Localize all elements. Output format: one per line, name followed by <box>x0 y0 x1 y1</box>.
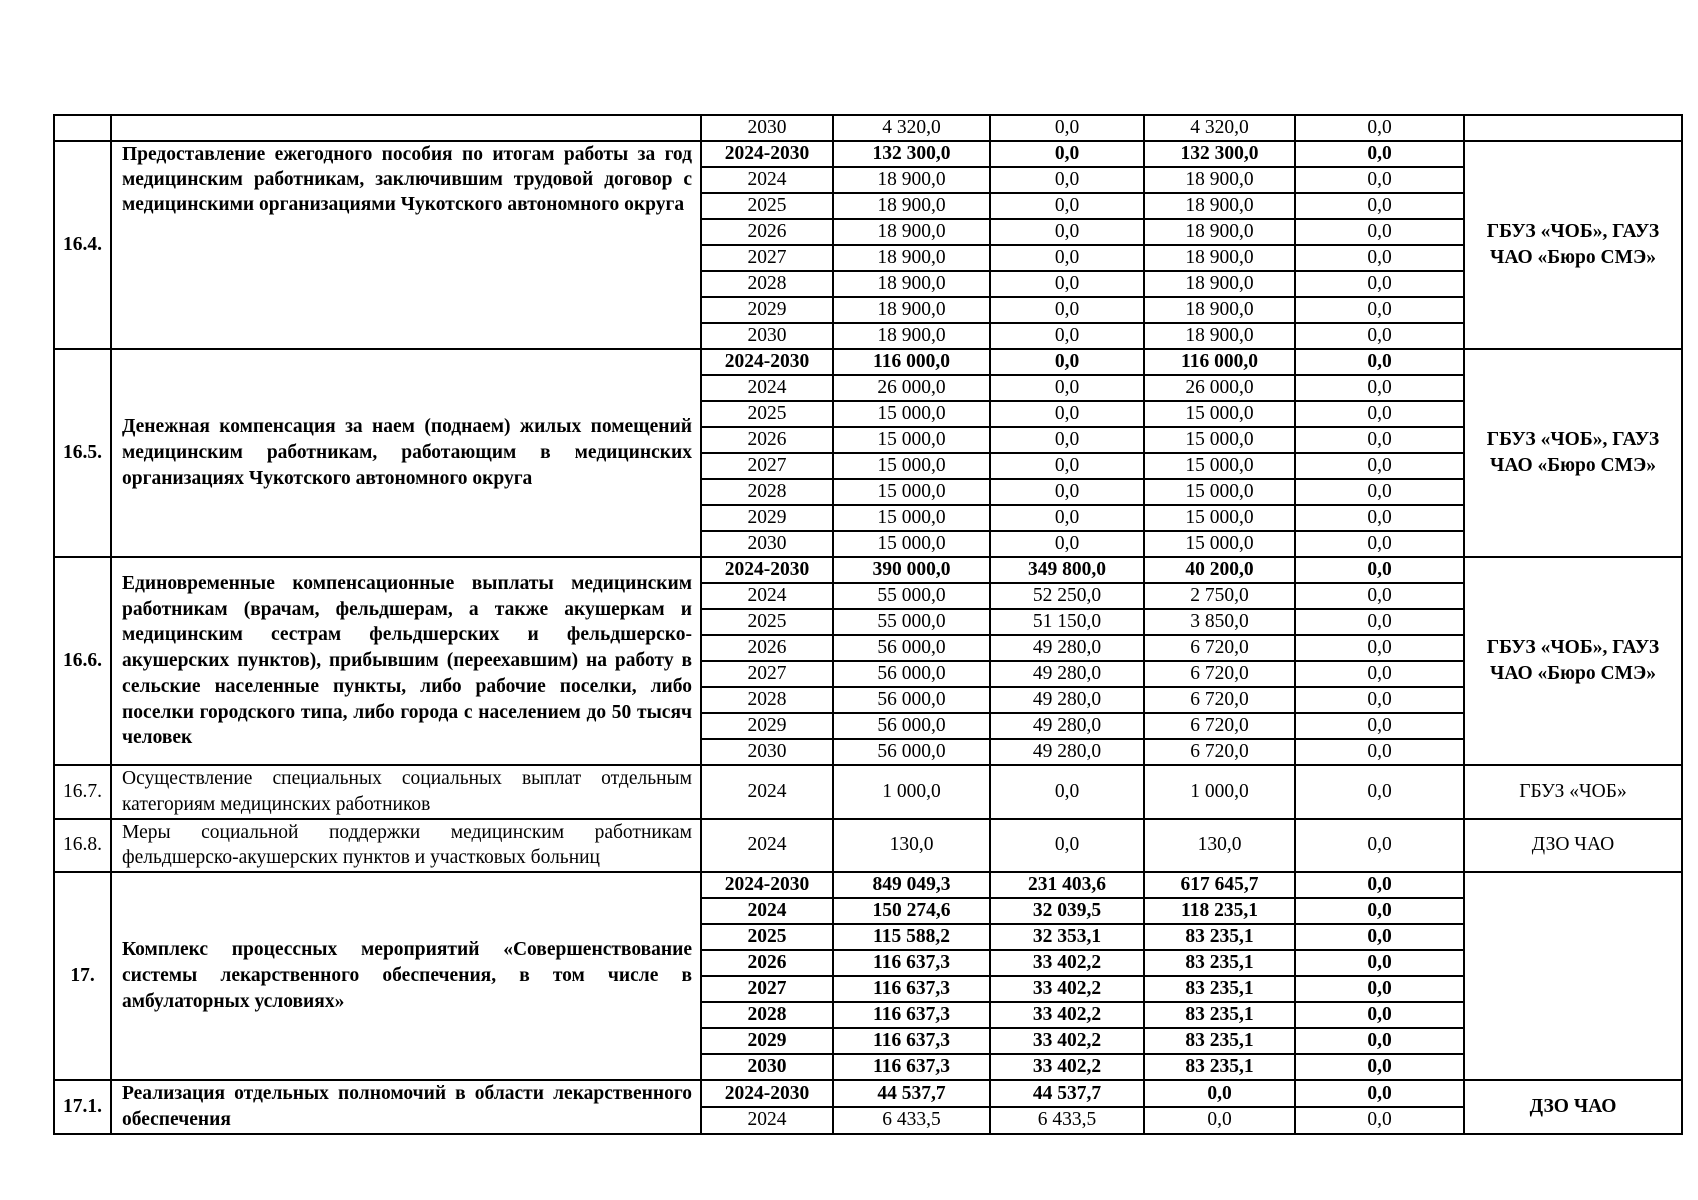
year-cell: 2025 <box>701 193 833 219</box>
year-cell: 2027 <box>701 976 833 1002</box>
other-sources-cell: 0,0 <box>1295 609 1464 635</box>
total-cell: 115 588,2 <box>833 924 990 950</box>
federal-budget-cell: 33 402,2 <box>990 1002 1144 1028</box>
federal-budget-cell: 0,0 <box>990 765 1144 819</box>
description-cell: Денежная компенсация за наем (поднаем) жилых помещений медицинским работникам, работающим в медицинских организациях Чукотского автономного округа <box>111 349 701 557</box>
description-cell: Комплекс процессных мероприятий «Совершенствование системы лекарственного обеспечения, в том числе в амбулаторных условиях» <box>111 872 701 1080</box>
regional-budget-cell: 1 000,0 <box>1144 765 1295 819</box>
regional-budget-cell: 0,0 <box>1144 1107 1295 1134</box>
federal-budget-cell: 33 402,2 <box>990 1028 1144 1054</box>
executor-cell: ГБУЗ «ЧОБ», ГАУЗ ЧАО «Бюро СМЭ» <box>1464 349 1682 557</box>
budget-table <box>53 114 1683 1135</box>
total-cell: 150 274,6 <box>833 898 990 924</box>
total-cell: 18 900,0 <box>833 219 990 245</box>
total-cell: 26 000,0 <box>833 375 990 401</box>
year-cell: 2024-2030 <box>701 557 833 583</box>
other-sources-cell: 0,0 <box>1295 531 1464 557</box>
federal-budget-cell: 49 280,0 <box>990 661 1144 687</box>
year-cell: 2027 <box>701 245 833 271</box>
total-cell: 18 900,0 <box>833 193 990 219</box>
executor-cell: ГБУЗ «ЧОБ», ГАУЗ ЧАО «Бюро СМЭ» <box>1464 557 1682 765</box>
year-cell: 2024-2030 <box>701 141 833 167</box>
regional-budget-cell: 132 300,0 <box>1144 141 1295 167</box>
federal-budget-cell: 0,0 <box>990 193 1144 219</box>
federal-budget-cell: 49 280,0 <box>990 739 1144 765</box>
regional-budget-cell: 18 900,0 <box>1144 323 1295 349</box>
federal-budget-cell: 231 403,6 <box>990 872 1144 898</box>
other-sources-cell: 0,0 <box>1295 479 1464 505</box>
total-cell: 116 000,0 <box>833 349 990 375</box>
description-cell: Меры социальной поддержки медицинским работникам фельдшерско-акушерских пунктов и участковых больниц <box>111 819 701 873</box>
description-cell: Реализация отдельных полномочий в области лекарственного обеспечения <box>111 1080 701 1134</box>
federal-budget-cell: 0,0 <box>990 427 1144 453</box>
total-cell: 18 900,0 <box>833 323 990 349</box>
other-sources-cell: 0,0 <box>1295 765 1464 819</box>
year-cell: 2029 <box>701 713 833 739</box>
year-cell: 2030 <box>701 739 833 765</box>
year-cell: 2030 <box>701 115 833 141</box>
federal-budget-cell: 0,0 <box>990 819 1144 873</box>
year-cell: 2027 <box>701 453 833 479</box>
total-cell: 15 000,0 <box>833 427 990 453</box>
federal-budget-cell: 0,0 <box>990 401 1144 427</box>
other-sources-cell: 0,0 <box>1295 1028 1464 1054</box>
year-cell: 2028 <box>701 271 833 297</box>
table-row <box>54 557 1682 583</box>
total-cell: 56 000,0 <box>833 661 990 687</box>
table-row <box>54 1080 1682 1107</box>
regional-budget-cell: 83 235,1 <box>1144 1028 1295 1054</box>
total-cell: 116 637,3 <box>833 976 990 1002</box>
federal-budget-cell: 0,0 <box>990 297 1144 323</box>
year-cell: 2025 <box>701 924 833 950</box>
description-cell: Единовременные компенсационные выплаты медицинским работникам (врачам, фельдшерам, а также акушеркам и медицинским сестрам фельдшерских и фельдшерско-акушерских пунктов), прибывшим (переехавшим) на работу в сельские населенные пункты, либо рабочие поселки, либо поселки городского типа, либо города с населением до 50 тысяч человек <box>111 557 701 765</box>
regional-budget-cell: 26 000,0 <box>1144 375 1295 401</box>
total-cell: 130,0 <box>833 819 990 873</box>
year-cell: 2024 <box>701 1107 833 1134</box>
other-sources-cell: 0,0 <box>1295 950 1464 976</box>
year-cell: 2024 <box>701 583 833 609</box>
federal-budget-cell: 33 402,2 <box>990 976 1144 1002</box>
regional-budget-cell: 83 235,1 <box>1144 976 1295 1002</box>
other-sources-cell: 0,0 <box>1295 323 1464 349</box>
other-sources-cell: 0,0 <box>1295 115 1464 141</box>
other-sources-cell: 0,0 <box>1295 505 1464 531</box>
year-cell: 2024 <box>701 375 833 401</box>
regional-budget-cell: 6 720,0 <box>1144 661 1295 687</box>
federal-budget-cell: 0,0 <box>990 349 1144 375</box>
row-number-cell: 16.5. <box>54 349 111 557</box>
total-cell: 56 000,0 <box>833 713 990 739</box>
total-cell: 18 900,0 <box>833 245 990 271</box>
other-sources-cell: 0,0 <box>1295 271 1464 297</box>
year-cell: 2024 <box>701 898 833 924</box>
row-number-cell: 17.1. <box>54 1080 111 1134</box>
total-cell: 116 637,3 <box>833 1028 990 1054</box>
regional-budget-cell: 6 720,0 <box>1144 635 1295 661</box>
year-cell: 2028 <box>701 1002 833 1028</box>
other-sources-cell: 0,0 <box>1295 819 1464 873</box>
row-number-cell: 16.8. <box>54 819 111 873</box>
other-sources-cell: 0,0 <box>1295 1080 1464 1107</box>
other-sources-cell: 0,0 <box>1295 1107 1464 1134</box>
year-cell: 2024-2030 <box>701 1080 833 1107</box>
regional-budget-cell: 118 235,1 <box>1144 898 1295 924</box>
description-cell: Предоставление ежегодного пособия по итогам работы за год медицинским работникам, заключившим трудовой договор с медицинскими организациями Чукотского автономного округа <box>111 141 701 349</box>
total-cell: 6 433,5 <box>833 1107 990 1134</box>
other-sources-cell: 0,0 <box>1295 976 1464 1002</box>
federal-budget-cell: 0,0 <box>990 375 1144 401</box>
total-cell: 56 000,0 <box>833 739 990 765</box>
total-cell: 116 637,3 <box>833 950 990 976</box>
federal-budget-cell: 52 250,0 <box>990 583 1144 609</box>
regional-budget-cell: 15 000,0 <box>1144 479 1295 505</box>
other-sources-cell: 0,0 <box>1295 687 1464 713</box>
regional-budget-cell: 6 720,0 <box>1144 687 1295 713</box>
table-row <box>54 819 1682 873</box>
total-cell: 55 000,0 <box>833 583 990 609</box>
table-row <box>54 349 1682 375</box>
federal-budget-cell: 0,0 <box>990 323 1144 349</box>
table-row <box>54 141 1682 167</box>
other-sources-cell: 0,0 <box>1295 1002 1464 1028</box>
other-sources-cell: 0,0 <box>1295 427 1464 453</box>
regional-budget-cell: 83 235,1 <box>1144 924 1295 950</box>
description-cell <box>111 115 701 141</box>
other-sources-cell: 0,0 <box>1295 583 1464 609</box>
other-sources-cell: 0,0 <box>1295 739 1464 765</box>
other-sources-cell: 0,0 <box>1295 141 1464 167</box>
federal-budget-cell: 32 039,5 <box>990 898 1144 924</box>
year-cell: 2029 <box>701 505 833 531</box>
table-row <box>54 872 1682 898</box>
table-row <box>54 115 1682 141</box>
row-number-cell: 16.4. <box>54 141 111 349</box>
other-sources-cell: 0,0 <box>1295 401 1464 427</box>
other-sources-cell: 0,0 <box>1295 349 1464 375</box>
other-sources-cell: 0,0 <box>1295 898 1464 924</box>
other-sources-cell: 0,0 <box>1295 635 1464 661</box>
year-cell: 2024 <box>701 167 833 193</box>
federal-budget-cell: 0,0 <box>990 505 1144 531</box>
executor-cell: ГБУЗ «ЧОБ», ГАУЗ ЧАО «Бюро СМЭ» <box>1464 141 1682 349</box>
total-cell: 15 000,0 <box>833 401 990 427</box>
regional-budget-cell: 116 000,0 <box>1144 349 1295 375</box>
description-cell: Осуществление специальных социальных выплат отдельным категориям медицинских работников <box>111 765 701 819</box>
federal-budget-cell: 0,0 <box>990 479 1144 505</box>
federal-budget-cell: 0,0 <box>990 115 1144 141</box>
regional-budget-cell: 617 645,7 <box>1144 872 1295 898</box>
regional-budget-cell: 15 000,0 <box>1144 453 1295 479</box>
regional-budget-cell: 18 900,0 <box>1144 271 1295 297</box>
total-cell: 15 000,0 <box>833 479 990 505</box>
total-cell: 116 637,3 <box>833 1002 990 1028</box>
regional-budget-cell: 2 750,0 <box>1144 583 1295 609</box>
row-number-cell: 17. <box>54 872 111 1080</box>
regional-budget-cell: 83 235,1 <box>1144 950 1295 976</box>
federal-budget-cell: 0,0 <box>990 219 1144 245</box>
year-cell: 2025 <box>701 609 833 635</box>
federal-budget-cell: 32 353,1 <box>990 924 1144 950</box>
federal-budget-cell: 349 800,0 <box>990 557 1144 583</box>
federal-budget-cell: 0,0 <box>990 141 1144 167</box>
federal-budget-cell: 0,0 <box>990 453 1144 479</box>
total-cell: 56 000,0 <box>833 687 990 713</box>
total-cell: 4 320,0 <box>833 115 990 141</box>
federal-budget-cell: 0,0 <box>990 245 1144 271</box>
year-cell: 2030 <box>701 323 833 349</box>
row-number-cell <box>54 115 111 141</box>
year-cell: 2028 <box>701 687 833 713</box>
federal-budget-cell: 49 280,0 <box>990 687 1144 713</box>
total-cell: 15 000,0 <box>833 505 990 531</box>
year-cell: 2030 <box>701 531 833 557</box>
other-sources-cell: 0,0 <box>1295 245 1464 271</box>
federal-budget-cell: 33 402,2 <box>990 1054 1144 1080</box>
year-cell: 2029 <box>701 1028 833 1054</box>
regional-budget-cell: 83 235,1 <box>1144 1002 1295 1028</box>
total-cell: 15 000,0 <box>833 453 990 479</box>
executor-cell: ГБУЗ «ЧОБ» <box>1464 765 1682 819</box>
federal-budget-cell: 0,0 <box>990 531 1144 557</box>
regional-budget-cell: 18 900,0 <box>1144 193 1295 219</box>
federal-budget-cell: 33 402,2 <box>990 950 1144 976</box>
year-cell: 2024 <box>701 819 833 873</box>
total-cell: 132 300,0 <box>833 141 990 167</box>
regional-budget-cell: 83 235,1 <box>1144 1054 1295 1080</box>
total-cell: 849 049,3 <box>833 872 990 898</box>
total-cell: 56 000,0 <box>833 635 990 661</box>
executor-cell: ДЗО ЧАО <box>1464 819 1682 873</box>
total-cell: 116 637,3 <box>833 1054 990 1080</box>
federal-budget-cell: 6 433,5 <box>990 1107 1144 1134</box>
regional-budget-cell: 6 720,0 <box>1144 739 1295 765</box>
regional-budget-cell: 15 000,0 <box>1144 427 1295 453</box>
total-cell: 44 537,7 <box>833 1080 990 1107</box>
federal-budget-cell: 49 280,0 <box>990 713 1144 739</box>
other-sources-cell: 0,0 <box>1295 1054 1464 1080</box>
regional-budget-cell: 3 850,0 <box>1144 609 1295 635</box>
year-cell: 2025 <box>701 401 833 427</box>
regional-budget-cell: 15 000,0 <box>1144 401 1295 427</box>
executor-cell <box>1464 115 1682 141</box>
other-sources-cell: 0,0 <box>1295 167 1464 193</box>
total-cell: 18 900,0 <box>833 167 990 193</box>
federal-budget-cell: 44 537,7 <box>990 1080 1144 1107</box>
year-cell: 2026 <box>701 427 833 453</box>
year-cell: 2028 <box>701 479 833 505</box>
row-number-cell: 16.6. <box>54 557 111 765</box>
other-sources-cell: 0,0 <box>1295 375 1464 401</box>
regional-budget-cell: 18 900,0 <box>1144 219 1295 245</box>
other-sources-cell: 0,0 <box>1295 219 1464 245</box>
year-cell: 2024-2030 <box>701 349 833 375</box>
regional-budget-cell: 4 320,0 <box>1144 115 1295 141</box>
regional-budget-cell: 6 720,0 <box>1144 713 1295 739</box>
federal-budget-cell: 0,0 <box>990 167 1144 193</box>
federal-budget-cell: 49 280,0 <box>990 635 1144 661</box>
year-cell: 2029 <box>701 297 833 323</box>
total-cell: 18 900,0 <box>833 271 990 297</box>
total-cell: 15 000,0 <box>833 531 990 557</box>
regional-budget-cell: 15 000,0 <box>1144 505 1295 531</box>
regional-budget-cell: 0,0 <box>1144 1080 1295 1107</box>
other-sources-cell: 0,0 <box>1295 872 1464 898</box>
other-sources-cell: 0,0 <box>1295 661 1464 687</box>
table-body <box>54 115 1682 1134</box>
executor-cell <box>1464 872 1682 1080</box>
year-cell: 2024-2030 <box>701 872 833 898</box>
other-sources-cell: 0,0 <box>1295 193 1464 219</box>
row-number-cell: 16.7. <box>54 765 111 819</box>
other-sources-cell: 0,0 <box>1295 713 1464 739</box>
regional-budget-cell: 18 900,0 <box>1144 245 1295 271</box>
regional-budget-cell: 18 900,0 <box>1144 297 1295 323</box>
federal-budget-cell: 0,0 <box>990 271 1144 297</box>
regional-budget-cell: 130,0 <box>1144 819 1295 873</box>
year-cell: 2024 <box>701 765 833 819</box>
year-cell: 2026 <box>701 950 833 976</box>
regional-budget-cell: 15 000,0 <box>1144 531 1295 557</box>
total-cell: 1 000,0 <box>833 765 990 819</box>
year-cell: 2030 <box>701 1054 833 1080</box>
total-cell: 18 900,0 <box>833 297 990 323</box>
regional-budget-cell: 40 200,0 <box>1144 557 1295 583</box>
executor-cell: ДЗО ЧАО <box>1464 1080 1682 1134</box>
table-row <box>54 765 1682 819</box>
year-cell: 2026 <box>701 635 833 661</box>
other-sources-cell: 0,0 <box>1295 557 1464 583</box>
other-sources-cell: 0,0 <box>1295 924 1464 950</box>
federal-budget-cell: 51 150,0 <box>990 609 1144 635</box>
other-sources-cell: 0,0 <box>1295 297 1464 323</box>
regional-budget-cell: 18 900,0 <box>1144 167 1295 193</box>
year-cell: 2026 <box>701 219 833 245</box>
year-cell: 2027 <box>701 661 833 687</box>
other-sources-cell: 0,0 <box>1295 453 1464 479</box>
total-cell: 390 000,0 <box>833 557 990 583</box>
total-cell: 55 000,0 <box>833 609 990 635</box>
